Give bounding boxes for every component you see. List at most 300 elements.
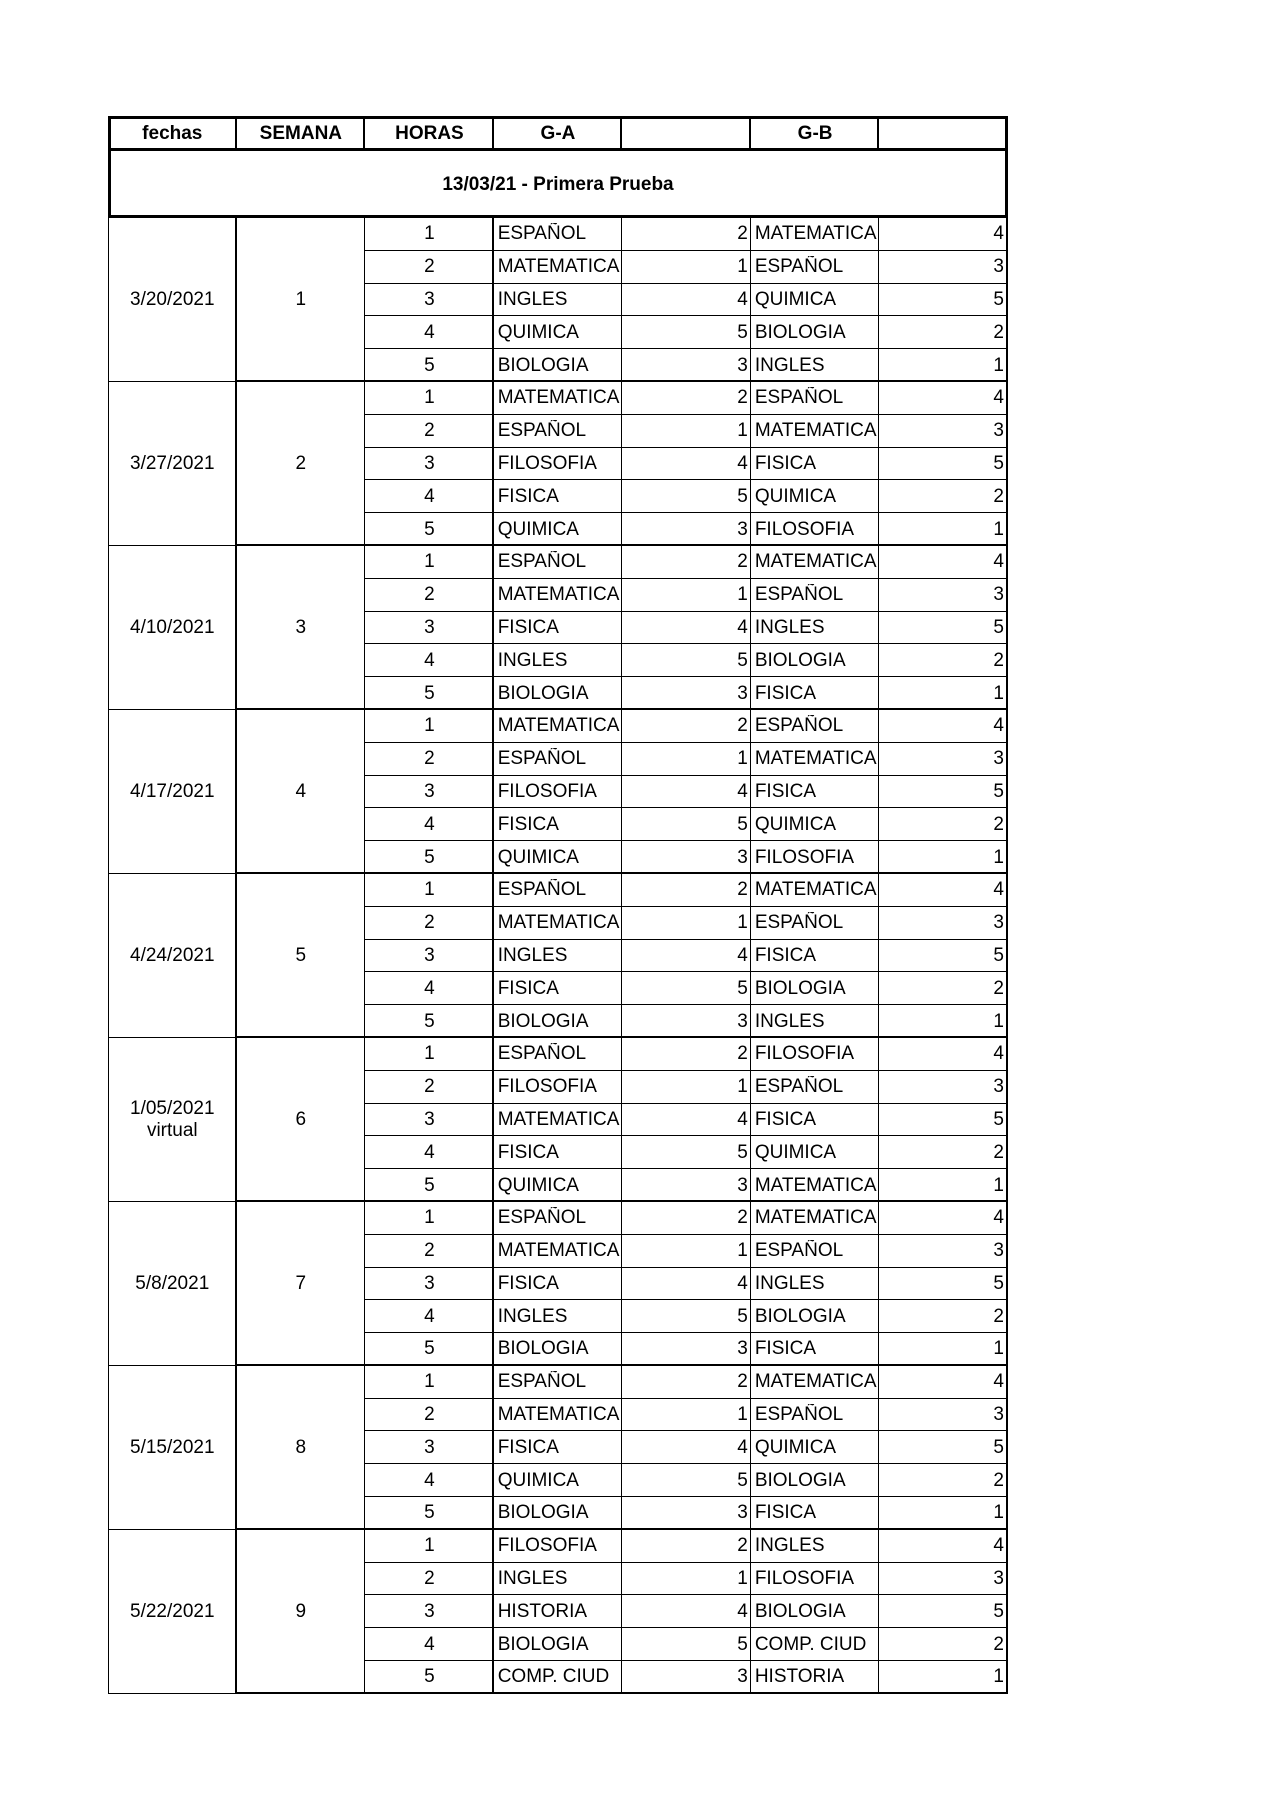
group-a-subject: MATEMATICA xyxy=(497,256,620,278)
week-number: 2 xyxy=(295,452,307,474)
group-a-subject-cell xyxy=(494,743,623,776)
header-fechas xyxy=(108,116,237,151)
group-a-value-cell xyxy=(622,1464,751,1497)
group-a-subject: ESPAÑOL xyxy=(497,748,587,770)
group-b-subject-cell xyxy=(751,1530,880,1563)
group-b-subject: ESPAÑOL xyxy=(754,1076,844,1098)
hour-cell xyxy=(365,1038,494,1071)
group-a-subject-cell xyxy=(494,382,623,415)
group-a-value-cell xyxy=(622,251,751,284)
hour-value: 1 xyxy=(424,1535,435,1557)
group-b-subject: INGLES xyxy=(754,354,825,376)
hour-value: 3 xyxy=(424,1108,435,1130)
group-a-subject-cell xyxy=(494,841,623,874)
group-a-subject: MATEMATICA xyxy=(497,387,620,409)
group-a-value-cell xyxy=(622,284,751,317)
group-a-value: 5 xyxy=(737,1469,748,1491)
header-group-b-label: G-B xyxy=(797,122,833,144)
group-a-value-cell xyxy=(622,1497,751,1530)
group-a-value-cell xyxy=(622,972,751,1005)
hour-cell xyxy=(365,710,494,743)
group-b-subject: MATEMATICA xyxy=(754,1207,877,1229)
group-b-value: 5 xyxy=(993,1272,1004,1294)
group-a-subject: MATEMATICA xyxy=(497,1108,620,1130)
group-b-value-cell xyxy=(879,1431,1008,1464)
group-a-subject-cell xyxy=(494,1366,623,1399)
group-b-value-cell xyxy=(879,1661,1008,1694)
group-b-subject-cell xyxy=(751,349,880,382)
group-a-subject-cell xyxy=(494,710,623,743)
group-b-subject-cell xyxy=(751,1563,880,1596)
group-a-subject: MATEMATICA xyxy=(497,912,620,934)
group-a-value: 4 xyxy=(737,288,748,310)
group-a-subject: INGLES xyxy=(497,1568,568,1590)
group-b-value: 3 xyxy=(993,1076,1004,1098)
group-a-subject-cell xyxy=(494,448,623,481)
hour-value: 4 xyxy=(424,1633,435,1655)
group-b-subject: MATEMATICA xyxy=(754,1371,877,1393)
group-b-subject: INGLES xyxy=(754,616,825,638)
hour-value: 4 xyxy=(424,485,435,507)
hour-cell xyxy=(365,612,494,645)
group-b-subject-cell xyxy=(751,841,880,874)
group-a-subject: BIOLOGIA xyxy=(497,1010,589,1032)
hour-value: 5 xyxy=(424,1502,435,1524)
hour-value: 3 xyxy=(424,1600,435,1622)
group-b-value-cell xyxy=(879,1169,1008,1202)
group-b-subject-cell xyxy=(751,1366,880,1399)
group-b-value-cell xyxy=(879,874,1008,907)
group-a-subject-cell xyxy=(494,1628,623,1661)
hour-value: 1 xyxy=(424,1207,435,1229)
group-a-value-cell xyxy=(622,1333,751,1366)
hour-value: 1 xyxy=(424,223,435,245)
group-a-subject-cell xyxy=(494,579,623,612)
group-b-value-cell xyxy=(879,940,1008,973)
title-text: 13/03/21 - Primera Prueba xyxy=(442,173,674,195)
group-b-value-cell xyxy=(879,710,1008,743)
group-a-value-cell xyxy=(622,612,751,645)
group-b-subject: BIOLOGIA xyxy=(754,1305,846,1327)
group-a-value: 2 xyxy=(737,1207,748,1229)
group-a-subject-cell xyxy=(494,1333,623,1366)
week-number-cell xyxy=(237,1366,366,1530)
group-a-value: 5 xyxy=(737,977,748,999)
hour-value: 2 xyxy=(424,748,435,770)
group-b-subject-cell xyxy=(751,251,880,284)
group-a-subject-cell xyxy=(494,1300,623,1333)
group-a-value: 1 xyxy=(737,748,748,770)
hour-cell xyxy=(365,1169,494,1202)
date-cell xyxy=(108,546,237,710)
week-number-cell xyxy=(237,1530,366,1694)
hour-value: 1 xyxy=(424,1371,435,1393)
hour-value: 5 xyxy=(424,1010,435,1032)
hour-value: 4 xyxy=(424,1469,435,1491)
group-b-subject-cell xyxy=(751,1104,880,1137)
group-a-subject-cell xyxy=(494,513,623,546)
group-a-subject: QUIMICA xyxy=(497,1174,579,1196)
header-group-b-blank xyxy=(879,116,1008,151)
group-a-subject-cell xyxy=(494,1595,623,1628)
group-a-value-cell xyxy=(622,1038,751,1071)
hour-cell xyxy=(365,972,494,1005)
group-a-subject-cell xyxy=(494,1104,623,1137)
group-b-subject: ESPAÑOL xyxy=(754,912,844,934)
group-a-value-cell xyxy=(622,940,751,973)
group-b-subject: ESPAÑOL xyxy=(754,584,844,606)
group-a-subject: MATEMATICA xyxy=(497,1404,620,1426)
group-b-value-cell xyxy=(879,907,1008,940)
group-a-subject: ESPAÑOL xyxy=(497,223,587,245)
group-b-value: 2 xyxy=(993,813,1004,835)
group-b-value: 3 xyxy=(993,256,1004,278)
group-a-subject-cell xyxy=(494,1136,623,1169)
group-a-value: 4 xyxy=(737,616,748,638)
group-a-value-cell xyxy=(622,1202,751,1235)
group-a-value: 5 xyxy=(737,1633,748,1655)
group-b-subject-cell xyxy=(751,1202,880,1235)
date-cell xyxy=(108,1038,237,1202)
hour-value: 1 xyxy=(424,551,435,573)
group-b-value-cell xyxy=(879,1268,1008,1301)
group-a-value: 1 xyxy=(737,584,748,606)
group-a-subject-cell xyxy=(494,1169,623,1202)
hour-value: 4 xyxy=(424,1141,435,1163)
group-b-subject: BIOLOGIA xyxy=(754,321,846,343)
group-b-value: 3 xyxy=(993,912,1004,934)
hour-cell xyxy=(365,382,494,415)
group-a-value: 4 xyxy=(737,944,748,966)
date-cell xyxy=(108,382,237,546)
hour-cell xyxy=(365,1136,494,1169)
group-b-value: 3 xyxy=(993,1568,1004,1590)
group-a-value-cell xyxy=(622,841,751,874)
group-a-value-cell xyxy=(622,1136,751,1169)
group-a-subject-cell xyxy=(494,546,623,579)
group-b-subject-cell xyxy=(751,1268,880,1301)
hour-cell xyxy=(365,1497,494,1530)
group-a-subject: FISICA xyxy=(497,616,559,638)
group-b-subject: MATEMATICA xyxy=(754,1174,877,1196)
group-a-value: 4 xyxy=(737,1600,748,1622)
week-number: 3 xyxy=(295,616,307,638)
group-b-value: 1 xyxy=(993,354,1004,376)
group-a-value: 1 xyxy=(737,420,748,442)
group-b-subject-cell xyxy=(751,1235,880,1268)
hour-cell xyxy=(365,1071,494,1104)
hour-cell xyxy=(365,1202,494,1235)
group-a-subject: ESPAÑOL xyxy=(497,1371,587,1393)
group-b-value: 1 xyxy=(993,1010,1004,1032)
group-b-value-cell xyxy=(879,743,1008,776)
group-b-subject: FILOSOFIA xyxy=(754,518,855,540)
group-b-subject-cell xyxy=(751,1333,880,1366)
group-a-subject: BIOLOGIA xyxy=(497,1502,589,1524)
group-a-value: 2 xyxy=(737,387,748,409)
group-a-value: 2 xyxy=(737,879,748,901)
hour-cell xyxy=(365,1530,494,1563)
group-b-subject: MATEMATICA xyxy=(754,879,877,901)
hour-cell xyxy=(365,284,494,317)
group-b-subject-cell xyxy=(751,710,880,743)
hour-value: 2 xyxy=(424,912,435,934)
group-a-value-cell xyxy=(622,1595,751,1628)
group-a-subject-cell xyxy=(494,251,623,284)
group-b-subject: QUIMICA xyxy=(754,1436,837,1458)
group-a-subject: COMP. CIUD xyxy=(497,1666,610,1688)
group-b-value-cell xyxy=(879,1333,1008,1366)
group-a-subject: FISICA xyxy=(497,977,559,999)
date-cell xyxy=(108,1530,237,1694)
group-b-value-cell xyxy=(879,1005,1008,1038)
group-b-subject: COMP. CIUD xyxy=(754,1633,867,1655)
date-value: 5/15/2021 xyxy=(130,1436,215,1458)
group-a-value: 2 xyxy=(737,1371,748,1393)
hour-value: 1 xyxy=(424,387,435,409)
group-b-value-cell xyxy=(879,579,1008,612)
hour-cell xyxy=(365,513,494,546)
group-a-value: 2 xyxy=(737,223,748,245)
hour-value: 2 xyxy=(424,584,435,606)
group-a-subject: ESPAÑOL xyxy=(497,1043,587,1065)
group-a-value: 2 xyxy=(737,1043,748,1065)
hour-value: 5 xyxy=(424,354,435,376)
hour-cell xyxy=(365,448,494,481)
group-b-value: 2 xyxy=(993,1633,1004,1655)
group-a-subject-cell xyxy=(494,1563,623,1596)
group-b-subject: FISICA xyxy=(754,1502,817,1524)
hour-cell xyxy=(365,907,494,940)
group-b-value-cell xyxy=(879,972,1008,1005)
group-a-value-cell xyxy=(622,382,751,415)
hour-value: 4 xyxy=(424,977,435,999)
group-a-value: 4 xyxy=(737,780,748,802)
group-a-subject-cell xyxy=(494,1038,623,1071)
group-a-subject-cell xyxy=(494,284,623,317)
group-a-value: 3 xyxy=(737,1338,748,1360)
group-a-value-cell xyxy=(622,874,751,907)
group-b-value-cell xyxy=(879,612,1008,645)
group-a-value: 1 xyxy=(737,1076,748,1098)
group-b-subject-cell xyxy=(751,513,880,546)
group-b-subject-cell xyxy=(751,1005,880,1038)
hour-cell xyxy=(365,1595,494,1628)
group-b-value-cell xyxy=(879,218,1008,251)
group-b-subject-cell xyxy=(751,284,880,317)
hour-cell xyxy=(365,1464,494,1497)
group-b-value: 1 xyxy=(993,1666,1004,1688)
group-b-value: 3 xyxy=(993,748,1004,770)
group-b-subject: ESPAÑOL xyxy=(754,1240,844,1262)
group-a-value-cell xyxy=(622,808,751,841)
hour-cell xyxy=(365,579,494,612)
hour-cell xyxy=(365,940,494,973)
group-b-value: 5 xyxy=(993,452,1004,474)
group-a-value: 3 xyxy=(737,1502,748,1524)
group-b-subject-cell xyxy=(751,480,880,513)
group-b-subject: FISICA xyxy=(754,780,817,802)
hour-value: 3 xyxy=(424,780,435,802)
group-a-value-cell xyxy=(622,1235,751,1268)
group-b-subject: MATEMATICA xyxy=(754,223,877,245)
hour-cell xyxy=(365,644,494,677)
hour-value: 5 xyxy=(424,518,435,540)
group-b-value: 1 xyxy=(993,682,1004,704)
group-a-value: 2 xyxy=(737,1535,748,1557)
group-b-value: 5 xyxy=(993,1108,1004,1130)
group-b-value: 5 xyxy=(993,1600,1004,1622)
group-b-value: 4 xyxy=(993,223,1004,245)
group-a-value: 5 xyxy=(737,485,748,507)
group-b-subject-cell xyxy=(751,218,880,251)
group-b-subject: ESPAÑOL xyxy=(754,1404,844,1426)
group-b-value: 4 xyxy=(993,715,1004,737)
date-value: 4/24/2021 xyxy=(130,945,215,966)
group-a-value: 5 xyxy=(737,813,748,835)
group-a-value: 3 xyxy=(737,1174,748,1196)
group-a-value-cell xyxy=(622,415,751,448)
group-a-subject: ESPAÑOL xyxy=(497,551,587,573)
group-a-value: 3 xyxy=(737,846,748,868)
group-b-subject: FISICA xyxy=(754,452,817,474)
group-a-subject-cell xyxy=(494,1202,623,1235)
hour-cell xyxy=(365,1366,494,1399)
group-a-value-cell xyxy=(622,1530,751,1563)
hour-value: 4 xyxy=(424,1305,435,1327)
group-a-subject: BIOLOGIA xyxy=(497,1338,589,1360)
hour-value: 3 xyxy=(424,452,435,474)
group-b-subject: QUIMICA xyxy=(754,1141,837,1163)
group-b-value: 5 xyxy=(993,288,1004,310)
group-a-subject-cell xyxy=(494,907,623,940)
hour-value: 3 xyxy=(424,288,435,310)
week-number: 8 xyxy=(295,1436,307,1458)
group-a-value: 1 xyxy=(737,1240,748,1262)
group-a-subject: FISICA xyxy=(497,1272,559,1294)
group-b-subject-cell xyxy=(751,1169,880,1202)
group-a-subject-cell xyxy=(494,415,623,448)
group-b-subject: ESPAÑOL xyxy=(754,256,844,278)
group-b-subject: INGLES xyxy=(754,1010,825,1032)
group-a-value: 5 xyxy=(737,649,748,671)
group-b-subject-cell xyxy=(751,743,880,776)
group-a-subject: MATEMATICA xyxy=(497,1240,620,1262)
group-a-subject: QUIMICA xyxy=(497,846,579,868)
group-a-value-cell xyxy=(622,1071,751,1104)
group-b-value-cell xyxy=(879,1071,1008,1104)
week-number: 7 xyxy=(295,1272,307,1294)
date-cell xyxy=(108,710,237,874)
group-a-value-cell xyxy=(622,1366,751,1399)
group-b-subject-cell xyxy=(751,1661,880,1694)
group-b-value-cell xyxy=(879,808,1008,841)
group-a-value-cell xyxy=(622,480,751,513)
header-group-a-label: G-A xyxy=(540,122,576,144)
hour-value: 3 xyxy=(424,616,435,638)
header-group-b xyxy=(751,116,880,151)
hour-cell xyxy=(365,480,494,513)
group-b-subject: MATEMATICA xyxy=(754,748,877,770)
hour-cell xyxy=(365,415,494,448)
hour-value: 2 xyxy=(424,1568,435,1590)
hour-value: 1 xyxy=(424,715,435,737)
group-b-value: 1 xyxy=(993,518,1004,540)
group-a-value-cell xyxy=(622,513,751,546)
group-b-value-cell xyxy=(879,1563,1008,1596)
group-a-subject-cell xyxy=(494,644,623,677)
group-b-subject-cell xyxy=(751,940,880,973)
group-b-subject: HISTORIA xyxy=(754,1666,845,1688)
group-b-subject-cell xyxy=(751,1136,880,1169)
group-a-subject-cell xyxy=(494,808,623,841)
group-a-value-cell xyxy=(622,907,751,940)
group-a-subject: INGLES xyxy=(497,649,568,671)
date-note: virtual xyxy=(146,1119,198,1141)
group-b-subject: INGLES xyxy=(754,1272,825,1294)
group-b-value: 2 xyxy=(993,1305,1004,1327)
group-b-value-cell xyxy=(879,1136,1008,1169)
group-a-subject: QUIMICA xyxy=(497,321,579,343)
group-b-value: 3 xyxy=(993,584,1004,606)
hour-cell xyxy=(365,1235,494,1268)
group-a-subject: HISTORIA xyxy=(497,1600,588,1622)
hour-cell xyxy=(365,841,494,874)
group-b-value-cell xyxy=(879,349,1008,382)
hour-cell xyxy=(365,546,494,579)
group-a-subject: MATEMATICA xyxy=(497,584,620,606)
group-a-value-cell xyxy=(622,1661,751,1694)
group-a-subject-cell xyxy=(494,349,623,382)
group-a-subject-cell xyxy=(494,1661,623,1694)
week-number: 5 xyxy=(295,944,307,966)
group-a-value: 1 xyxy=(737,912,748,934)
group-b-value-cell xyxy=(879,1300,1008,1333)
hour-value: 2 xyxy=(424,256,435,278)
group-b-value: 1 xyxy=(993,1338,1004,1360)
group-b-value: 4 xyxy=(993,879,1004,901)
group-a-value: 2 xyxy=(737,715,748,737)
group-b-subject: BIOLOGIA xyxy=(754,649,846,671)
week-number: 6 xyxy=(295,1108,307,1130)
group-b-subject: FILOSOFIA xyxy=(754,1568,855,1590)
group-b-subject-cell xyxy=(751,612,880,645)
hour-cell xyxy=(365,874,494,907)
group-a-value: 4 xyxy=(737,1272,748,1294)
group-a-value-cell xyxy=(622,316,751,349)
group-b-value: 3 xyxy=(993,1240,1004,1262)
date-value: 5/8/2021 xyxy=(135,1272,210,1294)
hour-cell xyxy=(365,1399,494,1432)
group-b-value: 2 xyxy=(993,1469,1004,1491)
group-a-subject: FISICA xyxy=(497,485,559,507)
group-b-value-cell xyxy=(879,1530,1008,1563)
group-b-value: 2 xyxy=(993,977,1004,999)
header-group-a xyxy=(494,116,623,151)
group-b-subject-cell xyxy=(751,415,880,448)
hour-cell xyxy=(365,743,494,776)
group-b-value-cell xyxy=(879,841,1008,874)
hour-cell xyxy=(365,1563,494,1596)
group-b-subject: FISICA xyxy=(754,944,817,966)
week-number-cell xyxy=(237,874,366,1038)
header-semana-label: SEMANA xyxy=(259,122,343,144)
hour-value: 2 xyxy=(424,1076,435,1098)
group-a-subject-cell xyxy=(494,1268,623,1301)
hour-value: 1 xyxy=(424,879,435,901)
header-fechas-label: fechas xyxy=(142,122,203,144)
group-a-subject: ESPAÑOL xyxy=(497,420,587,442)
